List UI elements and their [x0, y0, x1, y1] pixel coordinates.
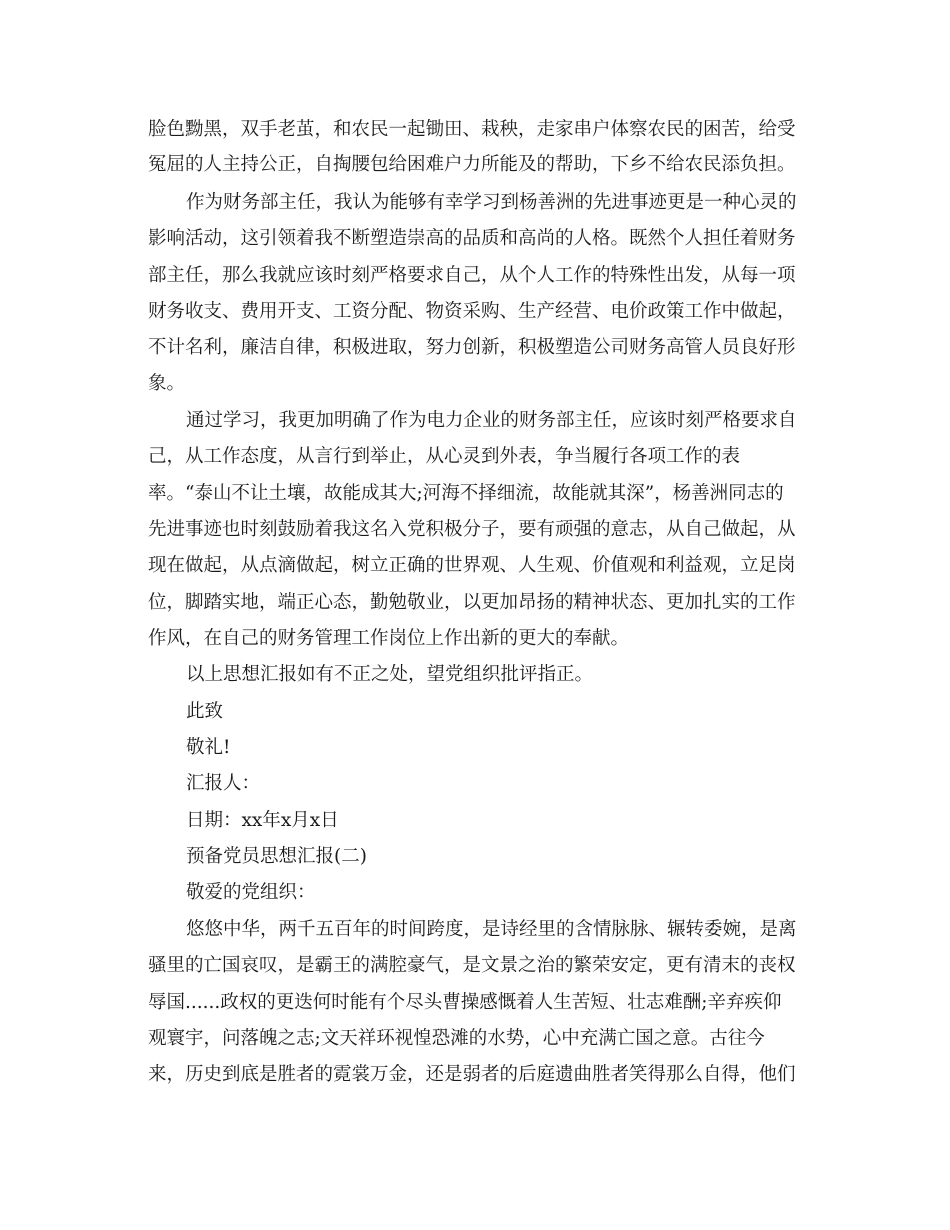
text-line: 冤屈的人主持公正，自掏腰包给困难户力所能及的帮助，下乡不给农民添负担。	[148, 154, 796, 175]
section-title: 预备党员思想汇报(二)	[186, 846, 367, 867]
text-line: 作风，在自己的财务管理工作岗位上作出新的更大的奉献。	[148, 628, 630, 649]
closing-remark: 以上思想汇报如有不正之处，望党组织批评指正。	[186, 664, 594, 685]
text-line: 率。“泰山不让土壤，故能成其大;河海不择细流，故能就其深”，杨善洲同志的	[148, 483, 784, 504]
paragraph-start-line: 悠悠中华，两千五百年的时间跨度，是诗经里的含情脉脉、辗转委婉，是离	[186, 919, 797, 940]
text-line: 位，脚踏实地，端正心态，勤勉敬业，以更加昂扬的精神状态、更加扎实的工作	[148, 592, 796, 613]
text-line: 影响活动，这引领着我不断塑造崇高的品质和高尚的人格。既然个人担任着财务	[148, 228, 796, 249]
salutation-line: 此致	[186, 701, 224, 722]
reporter-line: 汇报人：	[186, 773, 261, 794]
text-line: 先进事迹也时刻鼓励着我这名入党积极分子，要有顽强的意志，从自己做起，从	[148, 519, 796, 540]
text-line: 部主任，那么我就应该时刻严格要求自己，从个人工作的特殊性出发，从每一项	[148, 265, 796, 286]
text-line: 骚里的亡国哀叹，是霸王的满腔豪气，是文景之治的繁荣安定，更有清末的丧权	[148, 955, 796, 976]
text-line: 不计名利，廉洁自律，积极进取，努力创新，积极塑造公司财务高管人员良好形	[148, 337, 796, 358]
date-line: 日期：xx年x月x日	[186, 810, 339, 831]
paragraph-start-line: 作为财务部主任，我认为能够有幸学习到杨善洲的先进事迹更是一种心灵的	[186, 192, 797, 213]
text-line: 来，历史到底是胜者的霓裳万金，还是弱者的后庭遗曲胜者笑得那么自得，他们	[148, 1064, 796, 1085]
text-line: 象。	[148, 373, 186, 394]
text-line: 己，从工作态度，从言行到举止，从心灵到外表，争当履行各项工作的表	[148, 446, 741, 467]
greeting-line: 敬爱的党组织：	[186, 882, 316, 903]
text-line: 辱国......政权的更迭何时能有个尽头曹操感慨着人生苦短、壮志难酬;辛弃疾仰	[148, 992, 782, 1013]
paragraph-start-line: 通过学习，我更加明确了作为电力企业的财务部主任，应该时刻严格要求自	[186, 410, 797, 431]
text-line: 财务收支、费用开支、工资分配、物资采购、生产经营、电价政策工作中做起，	[148, 301, 796, 322]
text-line: 现在做起，从点滴做起，树立正确的世界观、人生观、价值观和利益观，立足岗	[148, 555, 796, 576]
salutation-line: 敬礼!	[186, 737, 231, 758]
text-line: 脸色黝黑，双手老茧，和农民一起锄田、栽秧，走家串户体察农民的困苦，给受	[148, 119, 796, 140]
text-line: 观寰宇，问落魄之志;文天祥环视惶恐滩的水势，心中充满亡国之意。古往今	[148, 1028, 765, 1049]
